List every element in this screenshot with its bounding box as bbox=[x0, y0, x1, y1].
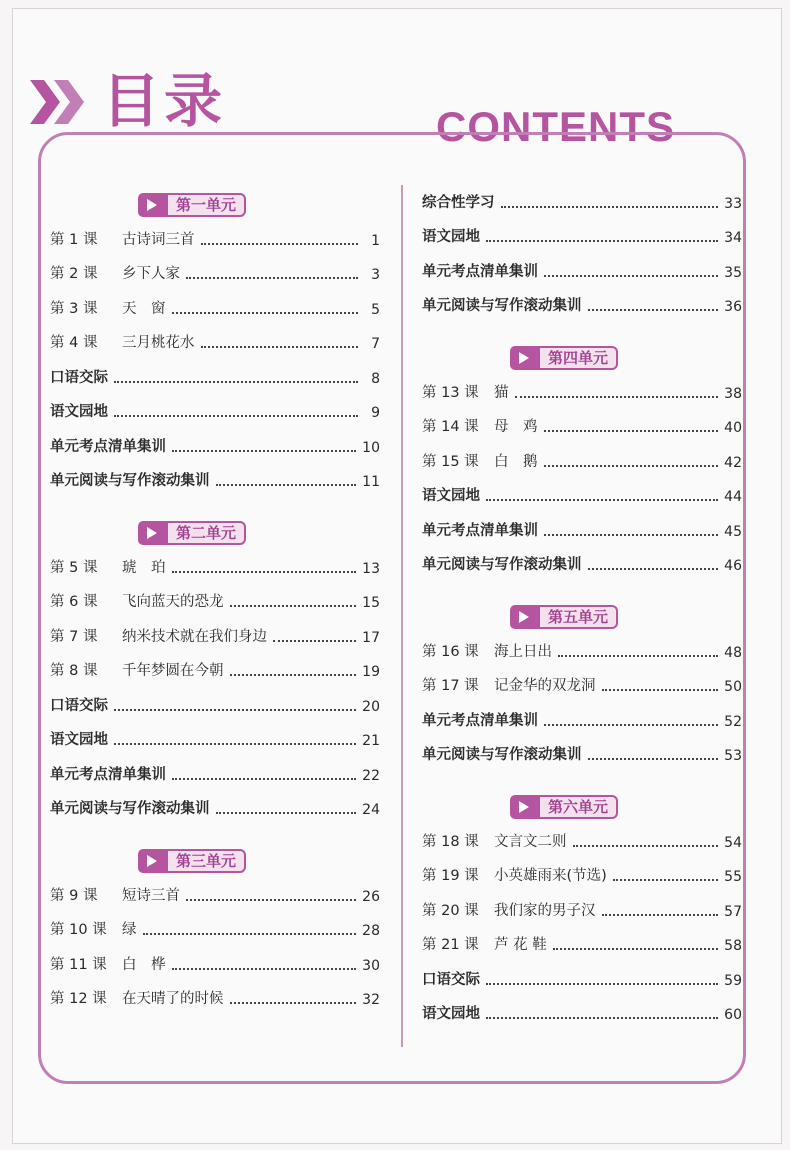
dot-leader bbox=[558, 655, 718, 657]
dot-leader bbox=[544, 465, 719, 467]
toc-entry[interactable] bbox=[50, 721, 380, 756]
lesson-number: 第 6 课 bbox=[50, 594, 98, 610]
page-number: 22 bbox=[362, 767, 380, 784]
page-number: 36 bbox=[724, 299, 742, 315]
toc-entry[interactable] bbox=[50, 427, 380, 462]
unit-heading-label: 第六单元 bbox=[540, 795, 618, 819]
entry-title: 语文园地 bbox=[422, 488, 480, 504]
play-arrow-icon bbox=[138, 849, 168, 873]
lesson-number: 第 18 课 bbox=[422, 833, 479, 850]
dot-leader bbox=[486, 983, 718, 985]
page-number: 54 bbox=[724, 834, 742, 851]
dot-leader bbox=[114, 381, 358, 383]
entry-title: 单元考点清单集训 bbox=[422, 522, 538, 539]
entry-title: 芦 花 鞋 bbox=[494, 937, 547, 953]
toc-entry[interactable] bbox=[422, 926, 742, 961]
page-number: 13 bbox=[362, 560, 380, 577]
page-number: 57 bbox=[724, 903, 742, 920]
page-number: 38 bbox=[724, 385, 742, 402]
toc-entry[interactable] bbox=[422, 995, 742, 1030]
entry-title: 口语交际 bbox=[50, 697, 108, 714]
toc-entry[interactable] bbox=[50, 358, 380, 393]
page-number: 9 bbox=[371, 405, 380, 421]
page-number: 30 bbox=[362, 957, 380, 974]
unit-heading bbox=[510, 792, 640, 822]
entry-title: 白 桦 bbox=[122, 956, 166, 973]
toc-entry[interactable] bbox=[50, 911, 380, 946]
page-number: 26 bbox=[362, 888, 380, 905]
unit-heading bbox=[138, 518, 268, 548]
page-number: 33 bbox=[724, 195, 742, 212]
page-number: 58 bbox=[724, 938, 742, 954]
dot-leader bbox=[201, 346, 359, 348]
page-number: 19 bbox=[362, 664, 380, 680]
toc-entry[interactable] bbox=[422, 891, 742, 926]
dot-leader bbox=[544, 430, 719, 432]
play-arrow-icon bbox=[510, 605, 540, 629]
lesson-number: 第 16 课 bbox=[422, 643, 479, 660]
page-number: 11 bbox=[362, 474, 380, 490]
toc-entry[interactable] bbox=[422, 477, 742, 512]
page-number: 52 bbox=[724, 713, 742, 730]
entry-title: 语文园地 bbox=[422, 1006, 480, 1022]
unit-spacer bbox=[50, 824, 380, 846]
dot-leader bbox=[172, 450, 356, 452]
unit-heading-label: 第一单元 bbox=[168, 193, 246, 217]
dot-leader bbox=[186, 277, 358, 279]
page-number: 32 bbox=[362, 992, 380, 1008]
toc-entry[interactable] bbox=[422, 736, 742, 771]
entry-title: 天 窗 bbox=[122, 300, 166, 317]
page-number: 5 bbox=[371, 301, 380, 318]
dot-leader bbox=[588, 568, 719, 570]
toc-entry[interactable] bbox=[50, 324, 380, 359]
dot-leader bbox=[230, 674, 357, 676]
dot-leader bbox=[114, 743, 356, 745]
unit-spacer bbox=[50, 496, 380, 518]
unit-heading-label: 第二单元 bbox=[168, 521, 246, 545]
dot-leader bbox=[573, 845, 719, 847]
lesson-number: 第 7 课 bbox=[50, 628, 98, 645]
toc-entry[interactable] bbox=[422, 822, 742, 857]
dot-leader bbox=[172, 312, 359, 314]
page-number: 7 bbox=[371, 336, 380, 352]
entry-title: 琥 珀 bbox=[122, 559, 166, 576]
page-number: 24 bbox=[362, 802, 380, 818]
double-chevron-icon bbox=[30, 80, 90, 124]
unit-spacer bbox=[422, 321, 742, 343]
dot-leader bbox=[588, 309, 719, 311]
toc-entry[interactable] bbox=[50, 686, 380, 721]
entry-title: 古诗词三首 bbox=[122, 231, 195, 248]
lesson-number: 第 3 课 bbox=[50, 300, 98, 317]
lesson-number: 第 13 课 bbox=[422, 384, 479, 401]
entry-title: 飞向蓝天的恐龙 bbox=[122, 594, 224, 610]
entry-title: 绿 bbox=[122, 922, 137, 938]
lesson-number: 第 1 课 bbox=[50, 231, 98, 248]
page-number: 35 bbox=[724, 264, 742, 281]
lesson-number: 第 4 课 bbox=[50, 335, 98, 351]
entry-title: 语文园地 bbox=[50, 732, 108, 748]
toc-entry[interactable] bbox=[422, 667, 742, 702]
entry-title: 综合性学习 bbox=[422, 194, 495, 211]
lesson-number: 第 10 课 bbox=[50, 922, 107, 938]
dot-leader bbox=[486, 240, 718, 242]
toc-entry[interactable] bbox=[50, 755, 380, 790]
right-column bbox=[422, 183, 742, 1029]
toc-entry[interactable] bbox=[422, 252, 742, 287]
entry-title: 我们家的男子汉 bbox=[494, 902, 596, 919]
entry-title: 三月桃花水 bbox=[122, 335, 195, 351]
entry-title: 口语交际 bbox=[50, 369, 108, 386]
toc-entry[interactable] bbox=[50, 255, 380, 290]
dot-leader bbox=[201, 243, 359, 245]
page-number: 40 bbox=[724, 420, 742, 436]
toc-entry[interactable] bbox=[50, 462, 380, 497]
dot-leader bbox=[613, 879, 718, 881]
lesson-number: 第 5 课 bbox=[50, 559, 98, 576]
page-number: 55 bbox=[724, 869, 742, 885]
dot-leader bbox=[216, 484, 357, 486]
entry-title: 单元考点清单集训 bbox=[50, 766, 166, 783]
toc-entry[interactable] bbox=[422, 511, 742, 546]
lesson-number: 第 12 课 bbox=[50, 991, 107, 1007]
lesson-number: 第 2 课 bbox=[50, 266, 98, 282]
toc-entry[interactable] bbox=[50, 652, 380, 687]
toc-entry[interactable] bbox=[50, 617, 380, 652]
page-number: 44 bbox=[724, 489, 742, 505]
entry-title: 单元考点清单集训 bbox=[50, 438, 166, 455]
lesson-number: 第 21 课 bbox=[422, 937, 479, 953]
entry-title: 记金华的双龙洞 bbox=[494, 678, 596, 694]
dot-leader bbox=[230, 605, 357, 607]
toc-entry[interactable] bbox=[422, 408, 742, 443]
dot-leader bbox=[114, 709, 356, 711]
entry-title: 语文园地 bbox=[50, 404, 108, 420]
entry-title: 白 鹅 bbox=[494, 453, 538, 470]
page-number: 60 bbox=[724, 1007, 742, 1023]
dot-leader bbox=[501, 206, 719, 208]
entry-title: 乡下人家 bbox=[122, 266, 180, 282]
page-number: 34 bbox=[724, 230, 742, 246]
toc-entry[interactable] bbox=[422, 632, 742, 667]
toc-entry[interactable] bbox=[422, 218, 742, 253]
page-number: 48 bbox=[724, 644, 742, 661]
page-number: 42 bbox=[724, 454, 742, 471]
entry-title: 小英雄雨来(节选) bbox=[494, 868, 607, 884]
dot-leader bbox=[230, 1002, 357, 1004]
dot-leader bbox=[186, 899, 356, 901]
dot-leader bbox=[143, 933, 357, 935]
entry-title: 单元考点清单集训 bbox=[422, 712, 538, 729]
dot-leader bbox=[273, 640, 356, 642]
column-divider bbox=[401, 185, 403, 1047]
page-number: 17 bbox=[362, 629, 380, 646]
dot-leader bbox=[486, 1017, 718, 1019]
toc-entry[interactable] bbox=[50, 945, 380, 980]
page-number: 1 bbox=[371, 232, 380, 249]
page-number: 10 bbox=[362, 439, 380, 456]
entry-title: 语文园地 bbox=[422, 229, 480, 245]
toc-entry[interactable] bbox=[422, 373, 742, 408]
page-number: 3 bbox=[371, 267, 380, 283]
play-arrow-icon bbox=[138, 521, 168, 545]
page-number: 28 bbox=[362, 923, 380, 939]
dot-leader bbox=[114, 415, 358, 417]
dot-leader bbox=[172, 968, 357, 970]
toc-entry[interactable] bbox=[50, 393, 380, 428]
toc-entry[interactable] bbox=[422, 701, 742, 736]
lesson-number: 第 9 课 bbox=[50, 887, 98, 904]
lesson-number: 第 11 课 bbox=[50, 956, 107, 973]
dot-leader bbox=[172, 778, 356, 780]
toc-entry[interactable] bbox=[50, 289, 380, 324]
dot-leader bbox=[588, 758, 719, 760]
toc-entry[interactable] bbox=[50, 790, 380, 825]
dot-leader bbox=[486, 499, 718, 501]
toc-entry[interactable] bbox=[50, 220, 380, 255]
entry-title: 口语交际 bbox=[422, 971, 480, 988]
toc-entry[interactable] bbox=[422, 960, 742, 995]
toc-entry[interactable] bbox=[50, 583, 380, 618]
lesson-number: 第 14 课 bbox=[422, 419, 479, 435]
unit-heading bbox=[138, 846, 268, 876]
dot-leader bbox=[216, 812, 357, 814]
lesson-number: 第 17 课 bbox=[422, 678, 479, 694]
entry-title: 单元阅读与写作滚动集训 bbox=[50, 801, 210, 817]
play-arrow-icon bbox=[138, 193, 168, 217]
entry-title: 单元阅读与写作滚动集训 bbox=[422, 298, 582, 314]
entry-title: 单元阅读与写作滚动集训 bbox=[422, 557, 582, 573]
toc-entry[interactable] bbox=[422, 183, 742, 218]
dot-leader bbox=[172, 571, 357, 573]
left-column bbox=[50, 190, 380, 1014]
entry-title: 猫 bbox=[494, 384, 509, 401]
dot-leader bbox=[602, 689, 719, 691]
unit-spacer bbox=[422, 580, 742, 602]
entry-title: 纳米技术就在我们身边 bbox=[122, 628, 267, 645]
lesson-number: 第 20 课 bbox=[422, 902, 479, 919]
entry-title: 千年梦圆在今朝 bbox=[122, 663, 224, 679]
dot-leader bbox=[553, 948, 718, 950]
header bbox=[30, 62, 770, 150]
unit-heading-label: 第四单元 bbox=[540, 346, 618, 370]
page-number: 59 bbox=[724, 972, 742, 989]
entry-title: 短诗三首 bbox=[122, 887, 180, 904]
toc-entry[interactable] bbox=[50, 876, 380, 911]
lesson-number: 第 19 课 bbox=[422, 868, 479, 884]
entry-title: 单元考点清单集训 bbox=[422, 263, 538, 280]
dot-leader bbox=[544, 534, 718, 536]
page-number: 50 bbox=[724, 679, 742, 695]
unit-spacer bbox=[422, 770, 742, 792]
page-number: 15 bbox=[362, 595, 380, 611]
toc-entry[interactable] bbox=[50, 548, 380, 583]
play-arrow-icon bbox=[510, 346, 540, 370]
unit-heading bbox=[510, 343, 640, 373]
unit-heading-label: 第三单元 bbox=[168, 849, 246, 873]
toc-entry[interactable] bbox=[422, 546, 742, 581]
entry-title: 母 鸡 bbox=[494, 419, 538, 435]
toc-entry[interactable] bbox=[422, 857, 742, 892]
unit-heading bbox=[138, 190, 268, 220]
play-arrow-icon bbox=[510, 795, 540, 819]
entry-title: 文言文二则 bbox=[494, 833, 567, 850]
toc-entry[interactable] bbox=[50, 980, 380, 1015]
dot-leader bbox=[544, 724, 718, 726]
dot-leader bbox=[544, 275, 718, 277]
entry-title: 单元阅读与写作滚动集训 bbox=[50, 473, 210, 489]
page-number: 53 bbox=[724, 748, 742, 764]
entry-title: 单元阅读与写作滚动集训 bbox=[422, 747, 582, 763]
unit-heading-label: 第五单元 bbox=[540, 605, 618, 629]
page-title: 目录 bbox=[102, 67, 227, 135]
page-number: 21 bbox=[362, 733, 380, 749]
page-number: 46 bbox=[724, 558, 742, 574]
unit-heading bbox=[510, 602, 640, 632]
dot-leader bbox=[515, 396, 719, 398]
entry-title: 在天晴了的时候 bbox=[122, 991, 224, 1007]
entry-title: 海上日出 bbox=[494, 643, 552, 660]
dot-leader bbox=[602, 914, 719, 916]
toc-entry[interactable] bbox=[422, 442, 742, 477]
lesson-number: 第 15 课 bbox=[422, 453, 479, 470]
lesson-number: 第 8 课 bbox=[50, 663, 98, 679]
page-number: 20 bbox=[362, 698, 380, 715]
page-number: 8 bbox=[371, 370, 380, 387]
page-title-en: CONTENTS bbox=[428, 104, 683, 150]
page-number: 45 bbox=[724, 523, 742, 540]
toc-entry[interactable] bbox=[422, 287, 742, 322]
